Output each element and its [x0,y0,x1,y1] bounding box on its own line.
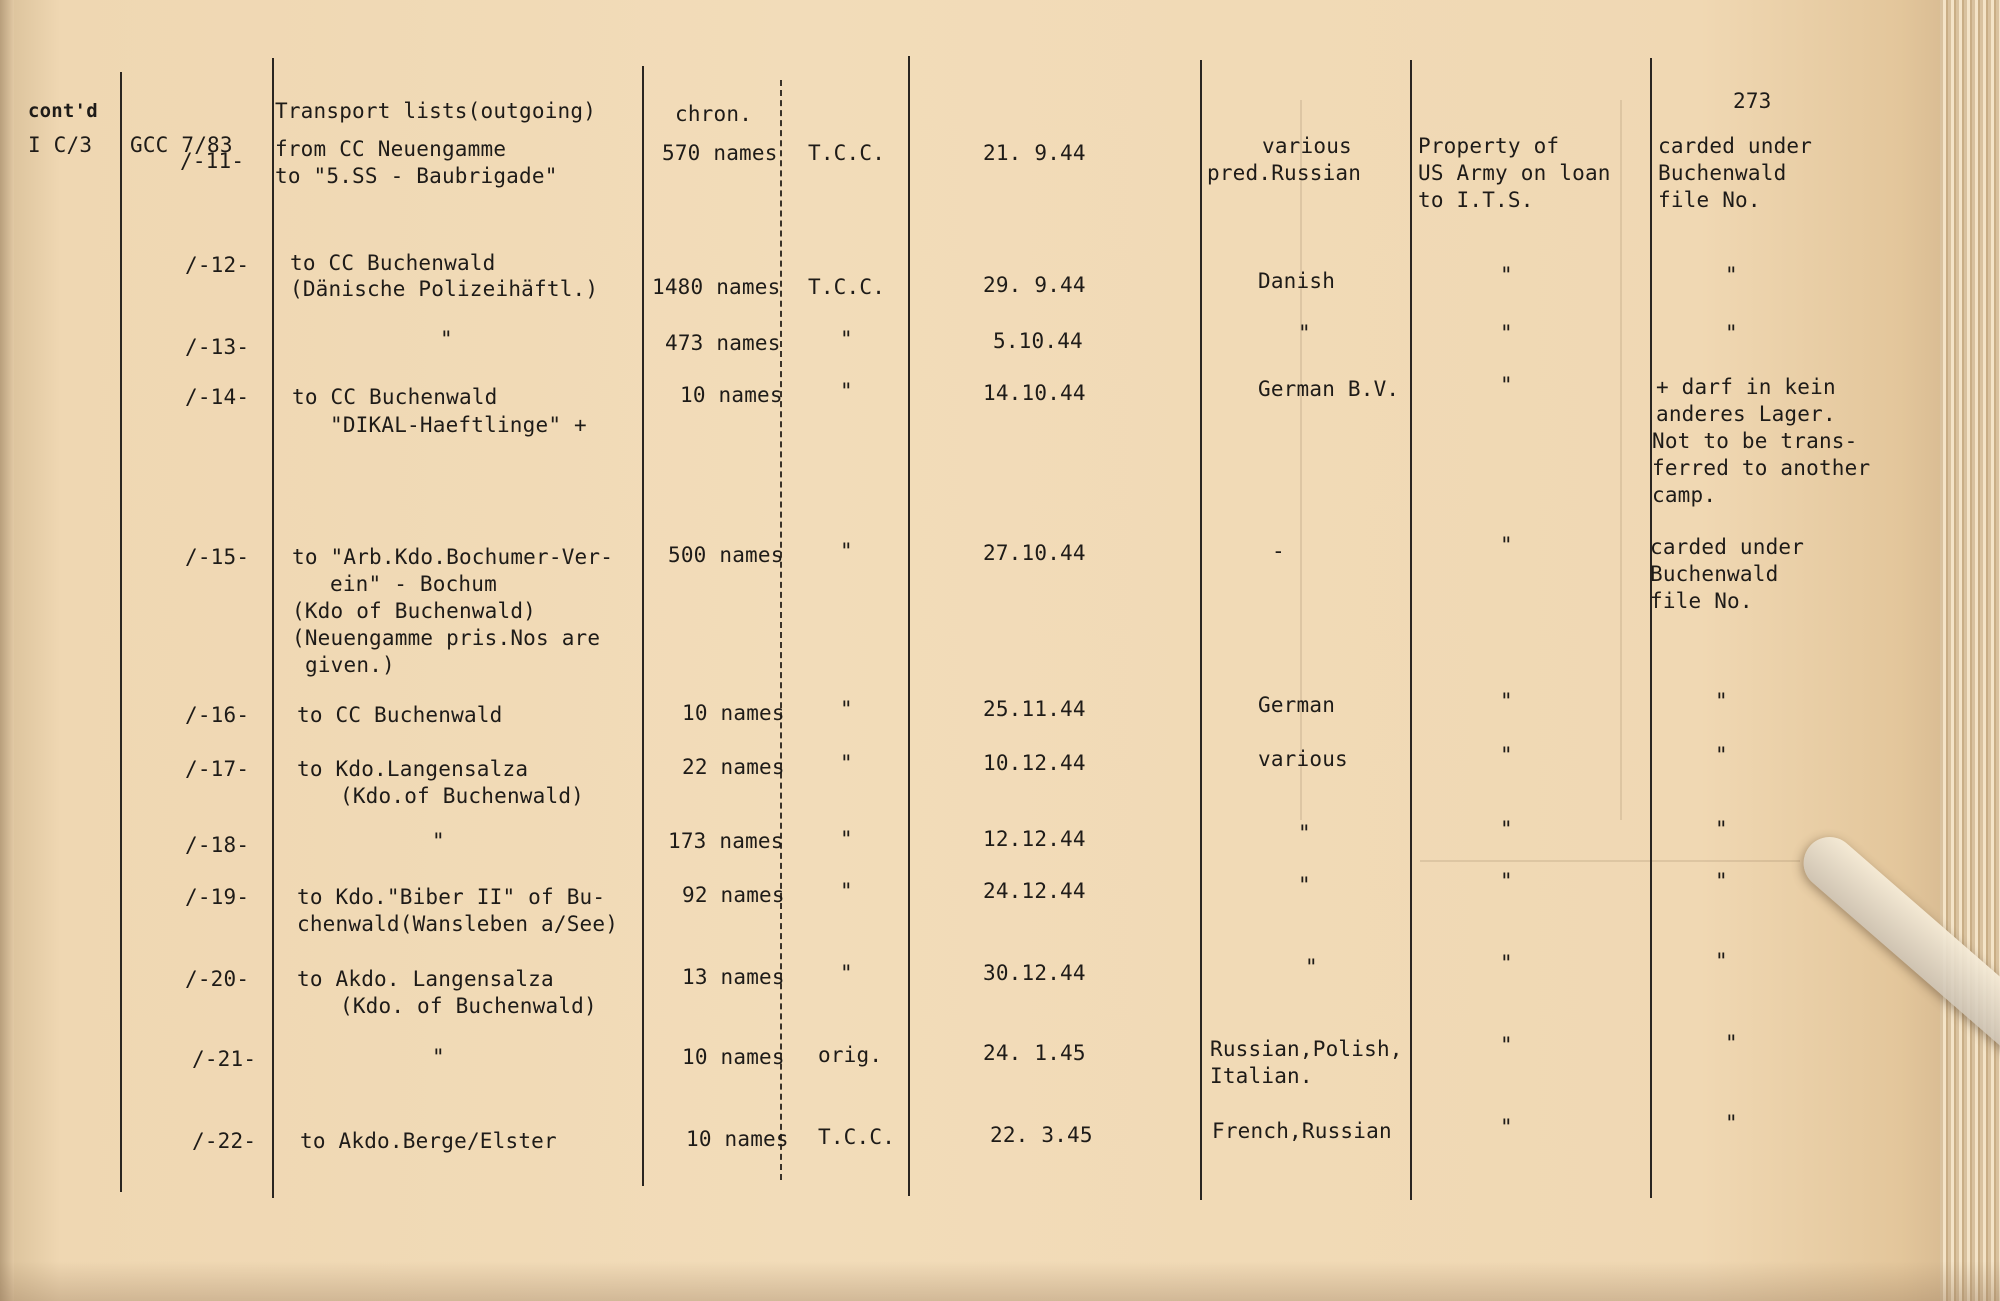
row-number: /-17- [185,757,250,781]
nationality: " [1298,873,1311,897]
remark: " [1715,949,1728,973]
contd-label: cont'd [28,100,98,122]
transfer-note: camp. [1652,483,1717,507]
destination: " [432,1045,445,1069]
owner: " [1500,1115,1513,1139]
owner: " [1500,1033,1513,1057]
destination: to Kdo.Langensalza [297,757,529,781]
date: 22. 3.45 [990,1123,1093,1147]
nationality: " [1298,321,1311,345]
destination: "DIKAL-Haeftlinge" + [330,413,587,437]
copy-type: orig. [818,1043,883,1067]
destination: (Dänische Polizeihäftl.) [290,277,599,301]
row-number: /-22- [192,1129,257,1153]
chron-label: chron. [675,102,753,126]
column-rule [642,66,644,1186]
destination: to Kdo."Biber II" of Bu- [297,885,606,909]
name-count: 13 names [682,965,785,989]
date: 5.10.44 [993,329,1083,353]
bleed-line [1420,860,1800,862]
column-rule [780,80,782,1180]
name-count: 22 names [682,755,785,779]
owner: " [1500,373,1513,397]
destination: to Akdo. Langensalza [297,967,554,991]
name-count: 10 names [682,701,785,725]
nationality: German B.V. [1258,377,1400,401]
copy-type: " [840,879,853,903]
owner: " [1500,817,1513,841]
nationality: Italian. [1210,1064,1313,1088]
nationality: various [1258,747,1348,771]
date: 10.12.44 [983,751,1086,775]
column-rule [908,56,910,1196]
date: 12.12.44 [983,827,1086,851]
date: 25.11.44 [983,697,1086,721]
destination: from CC Neuengamme [275,137,507,161]
row-number: /-20- [185,967,250,991]
owner: " [1500,951,1513,975]
remark: " [1725,263,1738,287]
owner: " [1500,869,1513,893]
remark: " [1715,743,1728,767]
copy-type: " [840,961,853,985]
destination: ein" - Bochum [330,572,497,596]
copy-type: " [840,379,853,403]
nationality: " [1298,821,1311,845]
copy-type: " [840,539,853,563]
destination: to Akdo.Berge/Elster [300,1129,557,1153]
row-number: /-19- [185,885,250,909]
copy-type: T.C.C. [808,141,886,165]
copy-type: " [840,327,853,351]
destination: given.) [305,653,395,677]
date: 14.10.44 [983,381,1086,405]
nationality-header: pred.Russian [1207,161,1362,185]
date: 29. 9.44 [983,273,1086,297]
page-number: 273 [1733,89,1772,113]
destination: to CC Buchenwald [297,703,503,727]
column-rule [120,72,122,1192]
nationality: German [1258,693,1336,717]
date: 27.10.44 [983,541,1086,565]
row-number: /-15- [185,545,250,569]
remarks-header: carded under [1658,134,1813,158]
column-rule [1200,60,1202,1200]
owner: " [1500,743,1513,767]
name-count: 570 names [662,141,778,165]
bottom-shadow [0,1261,2000,1301]
date: 24.12.44 [983,879,1086,903]
row-number: /-14- [185,385,250,409]
owner-header: Property of [1418,134,1560,158]
transfer-note: Not to be trans- [1652,429,1858,453]
destination: chenwald(Wansleben a/See) [297,912,619,936]
copy-type: T.C.C. [818,1125,896,1149]
name-count: 473 names [665,331,781,355]
date: 24. 1.45 [983,1041,1086,1065]
row-number: /-21- [192,1047,257,1071]
nationality: - [1272,539,1285,563]
owner: " [1500,533,1513,557]
nationality-header: various [1262,134,1352,158]
copy-type: " [840,827,853,851]
name-count: 10 names [680,383,783,407]
destination: (Kdo of Buchenwald) [292,599,537,623]
nationality: Russian,Polish, [1210,1037,1403,1061]
margin-ref: I C/3 [28,133,93,157]
transfer-note: + darf in kein [1656,375,1836,399]
date: 30.12.44 [983,961,1086,985]
copy-type: " [840,697,853,721]
nationality: " [1305,955,1318,979]
destination: to "5.SS - Baubrigade" [275,164,558,188]
bleed-line [1620,100,1622,820]
owner: " [1500,321,1513,345]
date: 21. 9.44 [983,141,1086,165]
carded-note: Buchenwald [1650,562,1779,586]
carded-note: file No. [1650,589,1753,613]
row-number: /-12- [185,253,250,277]
remark: " [1715,817,1728,841]
remark: " [1725,321,1738,345]
destination: (Kdo. of Buchenwald) [340,994,597,1018]
column-rule [272,58,274,1198]
page-stack-edge [1940,0,2000,1301]
nationality: Danish [1258,269,1336,293]
row-number: /-16- [185,703,250,727]
name-count: 10 names [686,1127,789,1151]
remark: " [1725,1031,1738,1055]
name-count: 92 names [682,883,785,907]
owner: " [1500,689,1513,713]
owner-header: US Army on loan [1418,161,1611,185]
remark: " [1715,869,1728,893]
name-count: 173 names [668,829,784,853]
copy-type: " [840,751,853,775]
remarks-header: Buchenwald [1658,161,1787,185]
copy-type: T.C.C. [808,275,886,299]
column-rule [1650,58,1652,1198]
remark: " [1725,1111,1738,1135]
row-number: /-13- [185,335,250,359]
name-count: 1480 names [652,275,781,299]
owner-header: to I.T.S. [1418,188,1534,212]
row-number: /-11- [180,149,245,173]
destination: to CC Buchenwald [292,385,498,409]
destination: to "Arb.Kdo.Bochumer-Ver- [292,545,614,569]
binding-edge [0,0,14,1301]
destination: to CC Buchenwald [290,251,496,275]
section-title: Transport lists(outgoing) [275,99,597,123]
destination: " [432,829,445,853]
destination: " [440,327,453,351]
carded-note: carded under [1650,535,1805,559]
name-count: 10 names [682,1045,785,1069]
column-rule [1410,60,1412,1200]
destination: (Kdo.of Buchenwald) [340,784,585,808]
owner: " [1500,263,1513,287]
transfer-note: ferred to another [1652,456,1871,480]
remark: " [1715,689,1728,713]
ref-number: GCC 7/83 [130,133,233,157]
destination: (Neuengamme pris.Nos are [292,626,601,650]
name-count: 500 names [668,543,784,567]
transfer-note: anderes Lager. [1656,402,1836,426]
row-number: /-18- [185,833,250,857]
remarks-header: file No. [1658,188,1761,212]
nationality: French,Russian [1212,1119,1392,1143]
